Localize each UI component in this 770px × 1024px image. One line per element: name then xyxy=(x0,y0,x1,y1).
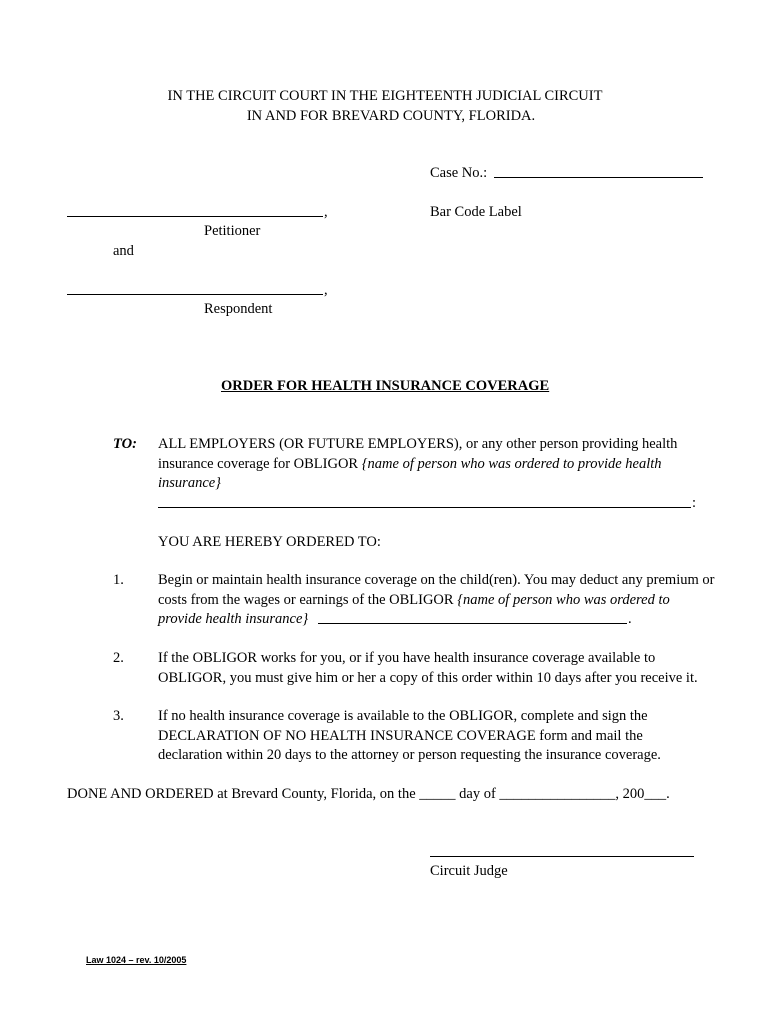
respondent-label: Respondent xyxy=(204,301,273,317)
obligor-name-field[interactable] xyxy=(158,507,691,508)
item-1-period: . xyxy=(628,611,632,627)
item-2-number: 2. xyxy=(113,650,124,666)
petitioner-label: Petitioner xyxy=(204,223,261,239)
item-1-obligor-field[interactable] xyxy=(318,623,627,624)
to-line2 xyxy=(158,454,662,474)
judge-signature-line[interactable] xyxy=(430,856,694,857)
petitioner-name-field[interactable] xyxy=(67,216,323,217)
case-number-field[interactable] xyxy=(494,177,703,178)
item-1-line2-instruction: {name of person who was ordered to xyxy=(457,592,670,608)
respondent-name-field[interactable] xyxy=(67,294,323,295)
item-3-line2: DECLARATION OF NO HEALTH INSURANCE COVERAGE form and mail the xyxy=(158,728,643,744)
ordered-heading: YOU ARE HEREBY ORDERED TO: xyxy=(158,534,381,550)
item-3-number: 3. xyxy=(113,708,124,724)
court-header-line1: IN THE CIRCUIT COURT IN THE EIGHTEENTH JUDICIAL CIRCUIT xyxy=(167,88,603,104)
to-line1: ALL EMPLOYERS (OR FUTURE EMPLOYERS), or any other person providing health xyxy=(158,436,678,452)
and-label: and xyxy=(113,243,134,259)
court-header-line2: IN AND FOR BREVARD COUNTY, FLORIDA. xyxy=(246,108,536,124)
to-line2-text: insurance coverage for OBLIGOR xyxy=(158,456,362,472)
bar-code-label: Bar Code Label xyxy=(430,204,522,220)
document-title: ORDER FOR HEALTH INSURANCE COVERAGE xyxy=(221,378,550,394)
item-1-line2-text: costs from the wages or earnings of the OBLIGOR xyxy=(158,592,458,608)
to-line2-instruction: {name of person who was ordered to provide health xyxy=(361,456,662,472)
item-1-line1: Begin or maintain health insurance coverage on the child(ren). You may deduct any premium or xyxy=(158,572,715,588)
item-1-line3: provide health insurance} xyxy=(158,611,309,627)
case-number-label: Case No.: xyxy=(430,165,488,181)
to-colon: : xyxy=(692,495,697,511)
item-3-line3: declaration within 20 days to the attorney or person requesting the insurance coverage. xyxy=(158,747,661,763)
item-1-number: 1. xyxy=(113,572,124,588)
circuit-judge-label: Circuit Judge xyxy=(430,863,508,879)
done-and-ordered-line: DONE AND ORDERED at Brevard County, Florida, on the _____ day of ________________, 200___. xyxy=(67,786,670,802)
item-2-line1: If the OBLIGOR works for you, or if you have health insurance coverage available to xyxy=(158,650,656,666)
form-number-footer: Law 1024 – rev. 10/2005 xyxy=(86,955,187,965)
petitioner-comma: , xyxy=(324,204,328,220)
item-2-line2: OBLIGOR, you must give him or her a copy of this order within 10 days after you receive it. xyxy=(158,670,698,686)
item-1-line2 xyxy=(158,590,670,610)
respondent-comma: , xyxy=(324,282,328,298)
to-line3: insurance} xyxy=(158,475,221,491)
to-label: TO: xyxy=(113,436,137,452)
item-3-line1: If no health insurance coverage is available to the OBLIGOR, complete and sign the xyxy=(158,708,648,724)
